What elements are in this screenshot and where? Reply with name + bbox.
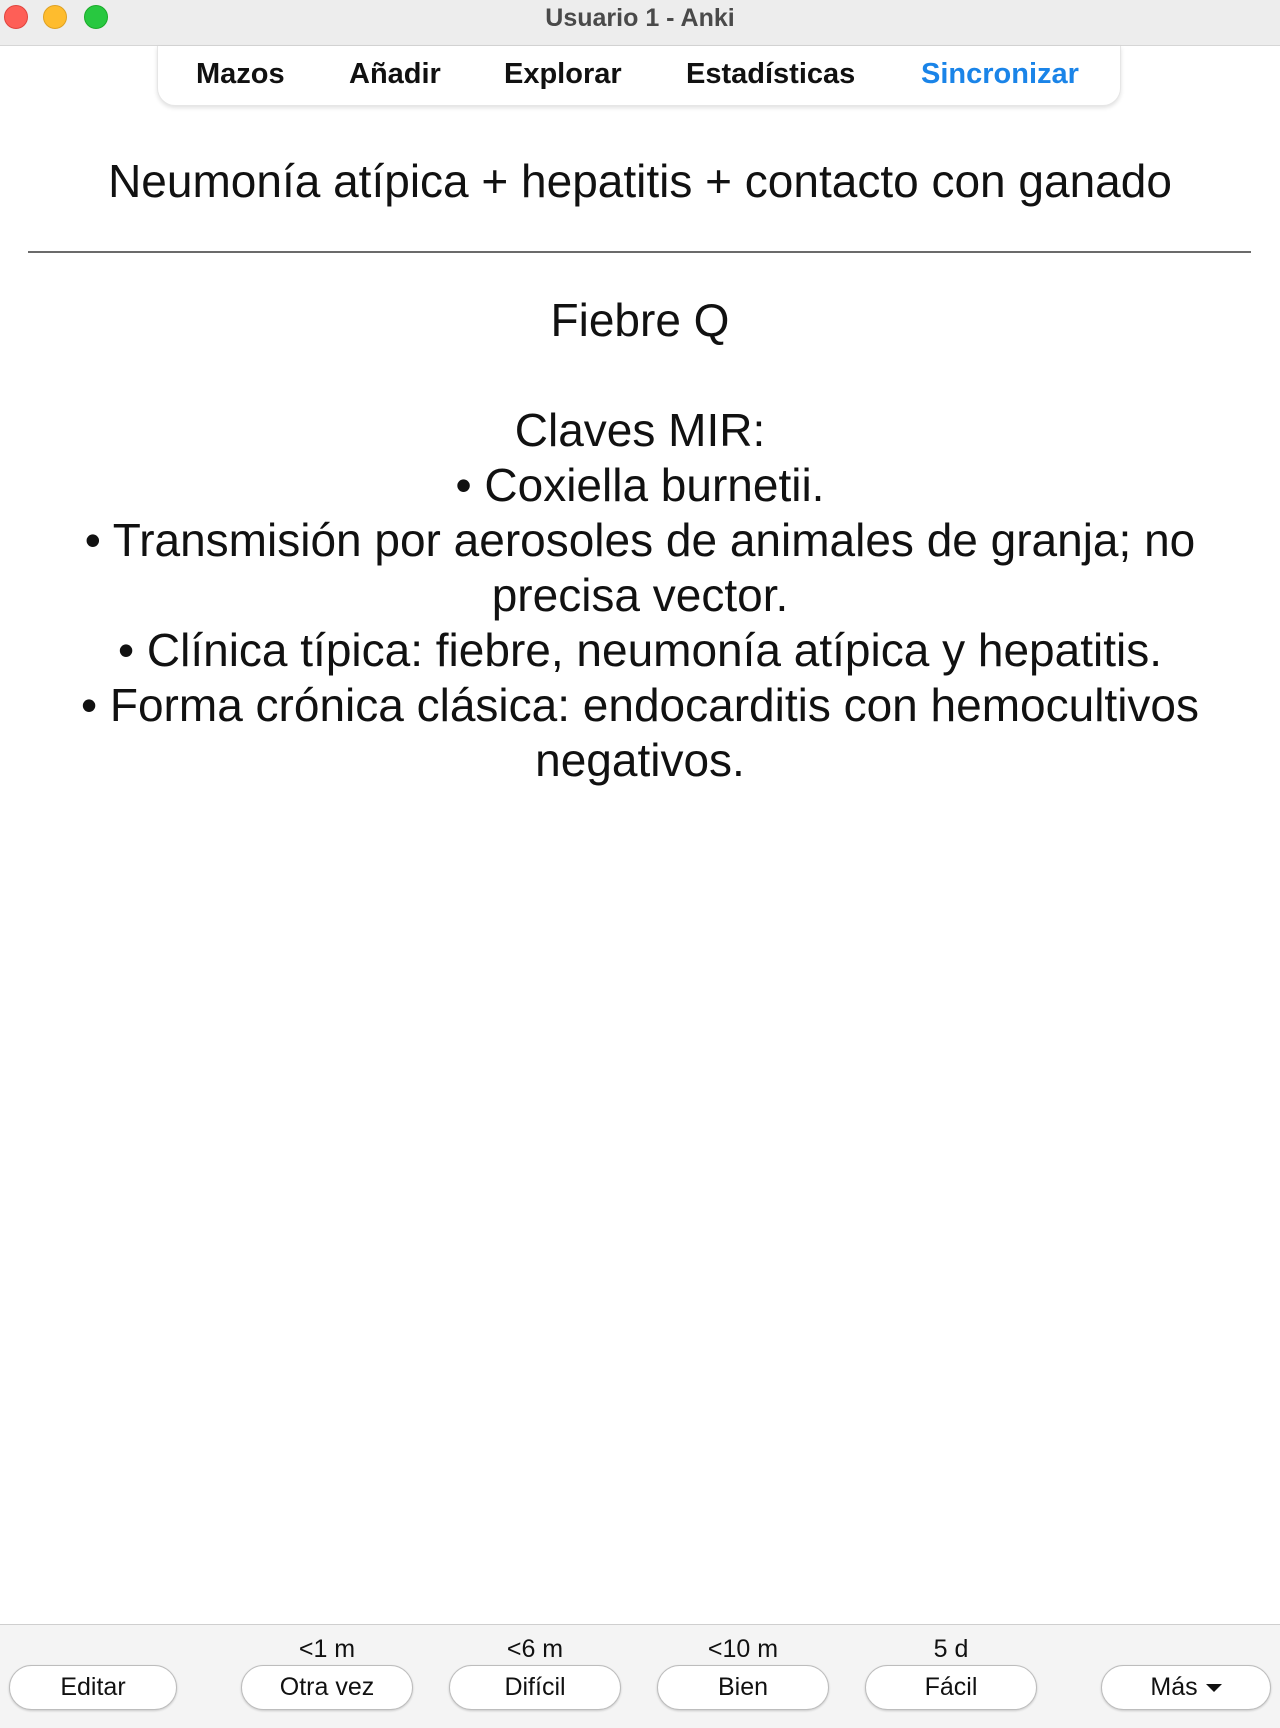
toolbar-add-link[interactable]: Añadir [349, 58, 441, 90]
good-button[interactable]: Bien [657, 1665, 829, 1710]
toolbar-stats-link[interactable]: Estadísticas [686, 58, 856, 90]
review-bottom-bar [0, 1624, 1280, 1728]
more-button[interactable] [1101, 1665, 1271, 1710]
hard-button[interactable]: Difícil [449, 1665, 621, 1710]
hard-interval: <6 m [506, 1635, 564, 1663]
card-question: Neumonía atípica + hepatitis + contacto con ganado [108, 155, 1172, 207]
caret-down-icon [1206, 1684, 1222, 1692]
easy-interval: 5 d [933, 1635, 969, 1663]
card-key-points [40, 403, 1240, 788]
more-button-label: Más [1150, 1673, 1198, 1701]
key-point-line: • Transmisión por aerosoles de animales de granja; no [84, 514, 1196, 566]
title-bar [0, 0, 1280, 46]
good-interval: <10 m [707, 1635, 779, 1663]
toolbar-decks-link[interactable]: Mazos [196, 58, 285, 90]
easy-button[interactable]: Fácil [865, 1665, 1037, 1710]
window-title: Usuario 1 - Anki [545, 4, 735, 32]
toolbar-sync-link[interactable]: Sincronizar [921, 58, 1079, 90]
again-button[interactable]: Otra vez [241, 1665, 413, 1710]
toolbar-browse-link[interactable]: Explorar [504, 58, 622, 90]
key-point-line: • Forma crónica clásica: endocarditis con hemocultivos [80, 679, 1199, 731]
key-points-heading: Claves MIR: [514, 404, 766, 456]
card-answer: Fiebre Q [550, 294, 730, 346]
main-toolbar [157, 46, 1121, 106]
edit-button[interactable]: Editar [9, 1665, 177, 1710]
key-point-line: precisa vector. [491, 569, 789, 621]
key-point-line: • Coxiella burnetii. [455, 459, 825, 511]
key-point-line: negativos. [535, 734, 745, 786]
again-interval: <1 m [298, 1635, 356, 1663]
key-point-line: • Clínica típica: fiebre, neumonía atípica y hepatitis. [118, 624, 1162, 676]
answer-divider [28, 251, 1251, 253]
